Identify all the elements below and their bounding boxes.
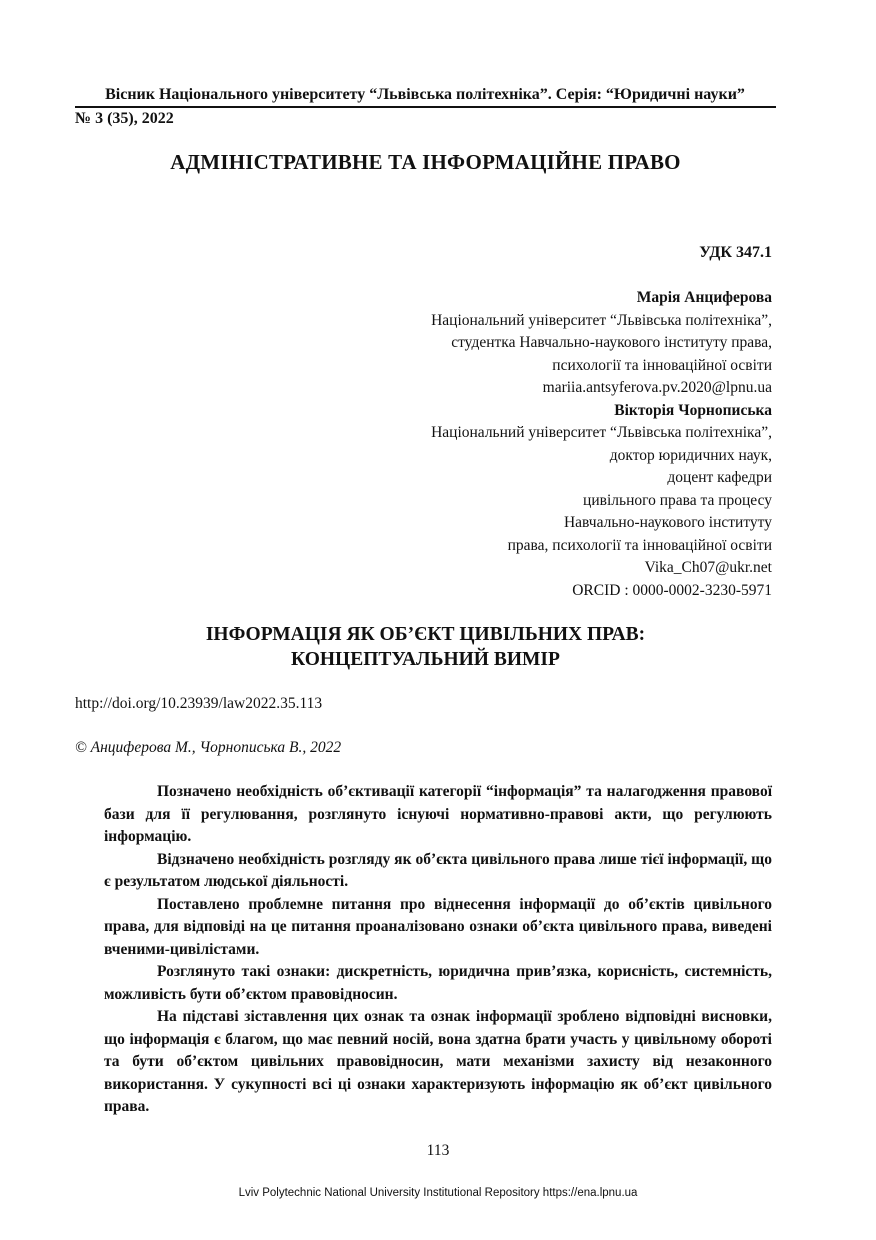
abstract bbox=[104, 781, 772, 1119]
repository-footer: Lviv Polytechnic National University Institutional Repository https://ena.lpnu.ua bbox=[238, 1187, 638, 1199]
author-affiliation-line: психології та інноваційної освіти bbox=[552, 356, 772, 374]
abstract-paragraph: Позначено необхідність об’єктивації категорії “інформація” та налагодження правової бази для її регулювання, розглянуто існуючі нормативно-правові акти, що регулюють інформацію. bbox=[104, 783, 772, 845]
author-affiliation-line: студентка Навчально-наукового інституту права, bbox=[451, 334, 772, 351]
article-title-line: ІНФОРМАЦІЯ ЯК ОБ’ЄКТ ЦИВІЛЬНИХ ПРАВ: bbox=[205, 624, 646, 645]
doi-link[interactable]: http://doi.org/10.23939/law2022.35.113 bbox=[75, 695, 323, 712]
abstract-paragraph: Відзначено необхідність розгляду як об’єкта цивільного права лише тієї інформації, що є результатом людської діяльності. bbox=[104, 850, 772, 890]
author-affiliation-line: Навчально-наукового інституту bbox=[563, 514, 772, 531]
author-block bbox=[431, 287, 772, 602]
article-title bbox=[75, 622, 776, 672]
author-affiliation-line: права, психології та інноваційної освіти bbox=[507, 536, 772, 554]
author-affiliation-line: цивільного права та процесу bbox=[583, 491, 772, 509]
section-heading: АДМІНІСТРАТИВНЕ ТА ІНФОРМАЦІЙНЕ ПРАВО bbox=[170, 150, 681, 174]
journal-title: Вісник Національного університету “Львівська політехніка”. Серія: “Юридичні науки” bbox=[105, 86, 745, 103]
author-email[interactable]: Vika_Ch07@ukr.net bbox=[644, 559, 772, 576]
udc-code: УДК 347.1 bbox=[699, 244, 772, 261]
author-affiliation-line: доктор юридичних наук, bbox=[609, 446, 772, 464]
header-divider bbox=[75, 106, 776, 108]
article-title-line: КОНЦЕПТУАЛЬНИЙ ВИМІР bbox=[291, 649, 560, 670]
author-name: Вікторія Чорнописька bbox=[614, 401, 772, 419]
author-email[interactable]: mariia.antsyferova.pv.2020@lpnu.ua bbox=[542, 379, 772, 396]
author-orcid: ORCID : 0000-0002-3230-5971 bbox=[572, 581, 772, 599]
abstract-paragraph: Розглянуто такі ознаки: дискретність, юридична прив’язка, корисність, системність, можливість бути об’єктом правовідносин. bbox=[104, 963, 772, 1003]
abstract-paragraph: На підставі зіставлення цих ознак та ознак інформації зроблено відповідні висновки, що інформація є благом, що має певний носій, вона здатна брати участь у цивільному обороті та бути об’єктом цивільних правовідносин, мати механізми захисту від незаконного використання. У сукупності всі ці ознаки характеризують інформацію як об’єкт цивільного права. bbox=[104, 1008, 772, 1115]
author-affiliation-line: Національний університет “Львівська політехніка”, bbox=[431, 424, 772, 441]
author-affiliation-line: Національний університет “Львівська політехніка”, bbox=[431, 311, 772, 329]
abstract-paragraph: Поставлено проблемне питання про віднесення інформації до об’єктів цивільного права, для відповіді на це питання проаналізовано ознаки об’єкта цивільного права, виведені вченими-цивілістами. bbox=[104, 895, 772, 958]
page-number: 113 bbox=[426, 1142, 450, 1159]
author-affiliation-line: доцент кафедри bbox=[667, 469, 772, 486]
copyright-notice: © Анциферова М., Чорнописька В., 2022 bbox=[75, 739, 342, 756]
author-name: Марія Анциферова bbox=[636, 289, 772, 306]
issue-number: № 3 (35), 2022 bbox=[75, 110, 174, 127]
